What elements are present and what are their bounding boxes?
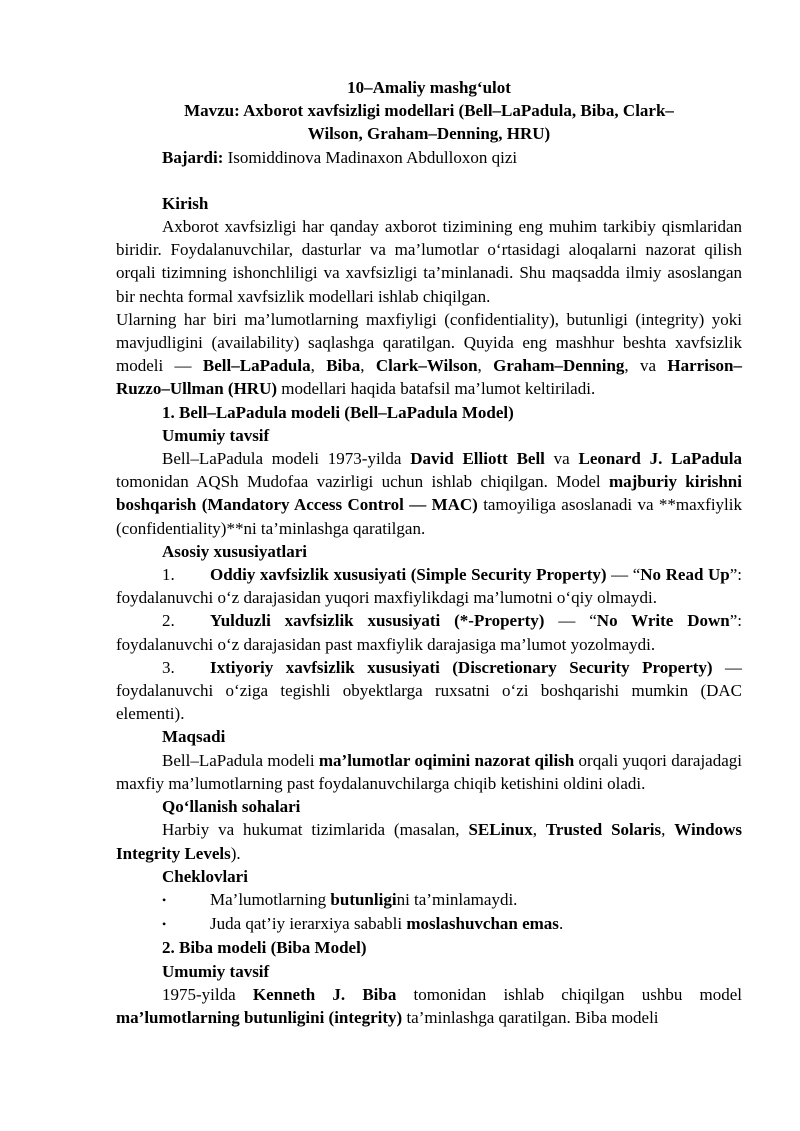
model-name: Harrison–Ruzzo–Ullman (HRU) [116, 356, 743, 399]
term-bold: moslashuvchan emas [406, 914, 559, 934]
section-heading-blp: 1. Bell–LaPadula modeli (Bell–LaPadula Model) [162, 402, 514, 422]
text: Bell–LaPadula modeli [162, 750, 319, 770]
author-name-bold: Kenneth J. Biba [252, 984, 397, 1004]
property-item [116, 656, 742, 726]
system-name: Trusted Solaris [545, 820, 662, 840]
list-item [116, 888, 742, 912]
text: ta’minlashga qaratilgan. Biba modeli [402, 1007, 659, 1027]
separator: , va [624, 356, 668, 376]
term-bold: ma’lumotlarning butunligini (integrity) [116, 1007, 403, 1027]
text: — “ [544, 611, 597, 631]
property-name: Oddiy xavfsizlik xususiyati (Simple Security Property) [210, 565, 607, 585]
biba-overview-paragraph [116, 983, 742, 1029]
intro-heading: Kirish [162, 193, 209, 213]
list-number: 2. [162, 611, 175, 631]
separator: , [532, 820, 546, 840]
document-topic-line-2: Wilson, Graham–Denning, HRU) [307, 124, 551, 144]
separator: , [360, 356, 376, 376]
blp-overview-paragraph [116, 447, 742, 540]
property-key: No Write Down [596, 611, 730, 631]
system-name: SELinux [468, 820, 533, 840]
term-bold: ma’lumotlar oqimini nazorat qilish [318, 750, 575, 770]
text: ”: foydalanuvchi o‘z darajasidan yuqori maxfiylikdagi ma’lumotni o‘qiy olmaydi. [116, 565, 742, 608]
separator: , [310, 356, 327, 376]
author-name-bold: David Elliott Bell [410, 449, 545, 469]
intro-paragraph-2 [116, 308, 742, 401]
text: Bell–LaPadula modeli 1973-yilda [162, 449, 411, 469]
section-heading-biba: 2. Biba modeli (Biba Model) [162, 938, 367, 958]
text: Harbiy va hukumat tizimlarida (masalan, [162, 820, 469, 840]
subheading-overview: Umumiy tavsif [162, 961, 270, 981]
goal-paragraph [116, 749, 742, 795]
property-item [116, 563, 742, 609]
list-number: 1. [162, 565, 175, 585]
text: tamoyiliga asoslanadi va **maxfiylik (confidentiality)**ni ta’minlashga qaratilgan. [116, 495, 742, 538]
text: Ma’lumotlarning [210, 889, 331, 909]
text: ”: foydalanuvchi o‘z darajasidan past maxfiylik darajasiga ma’lumot yozolmaydi. [116, 611, 742, 654]
text: orqali yuqori darajadagi maxfiy ma’lumotlarning past foydalanuvchilarga chiqib ketishini oldini oladi. [116, 750, 742, 793]
text: ni ta’minlamaydi. [396, 889, 518, 909]
subheading-overview: Umumiy tavsif [162, 425, 270, 445]
subheading-goal: Maqsadi [162, 727, 226, 747]
subheading-limitations: Cheklovlari [162, 866, 248, 886]
model-name: Bell–LaPadula [202, 356, 311, 376]
text: foydalanuvchi o‘ziga tegishli obyektlarga ruxsatni o‘zi boshqarishi mumkin (DAC elementi). [116, 681, 742, 724]
intro-paragraph-1: Axborot xavfsizligi har qanday axborot tizimining eng muhim tarkibiy qismlaridan biridir. Foydalanuvchilar, dasturlar va ma’lumotlar o‘rtasidagi aloqalarni nazorat qilish orqali tizimning ishonchliligi va xavfsizligi ta’minlanadi. Shu maqsadda ilmiy asoslangan bir nechta formal xavfsizlik modellari ishlab chiqilgan. [116, 217, 742, 306]
author-label: Bajardi: [162, 147, 224, 167]
model-name: Clark–Wilson [375, 356, 478, 376]
author-line [116, 146, 742, 169]
model-name: Biba [326, 356, 361, 376]
property-name: Ixtiyoriy xavfsizlik xususiyati (Discretionary Security Property) [210, 657, 713, 677]
text: — [712, 657, 742, 677]
intro-text: modellari haqida batafsil ma’lumot keltiriladi. [277, 379, 596, 399]
intro-text: Ularning har biri ma’lumotlarning maxfiyligi (confidentiality), butunligi (integrity) yoki mavjudligini (availability) saqlashga qaratilgan. Quyida eng mashhur beshta xavfsizlik modeli — [116, 309, 742, 376]
property-key: No Read Up [640, 565, 730, 585]
model-name: Graham–Denning [493, 356, 625, 376]
document-topic-line-1: Mavzu: Axborot xavfsizligi modellari (Bell–LaPadula, Biba, Clark– [184, 101, 674, 121]
text: tomonidan AQSh Mudofaa vazirligi uchun ishlab chiqilgan. Model [116, 472, 609, 492]
property-name: Yulduzli xavfsizlik xususiyati (*-Property) [210, 611, 545, 631]
text: 1975-yilda [162, 984, 253, 1004]
text: va [544, 449, 579, 469]
subheading-applications: Qo‘llanish sohalari [162, 797, 301, 817]
term-bold: butunligi [330, 889, 397, 909]
document-title: 10–Amaliy mashg‘ulot [347, 78, 511, 97]
applications-paragraph [116, 818, 742, 864]
text: tomonidan ishlab chiqilgan ushbu model [396, 984, 743, 1004]
term-bold: majburiy kirishni boshqarish (Mandatory Access Control — MAC) [116, 472, 742, 515]
bullet-icon: • [162, 892, 167, 907]
system-name: Windows Integrity Levels [116, 820, 743, 863]
spacer [116, 169, 742, 192]
list-item [116, 912, 742, 936]
separator: , [477, 356, 494, 376]
document-page [116, 76, 742, 1029]
separator: , [661, 820, 675, 840]
text: Juda qat’iy ierarxiya sababli [210, 914, 407, 934]
author-name: Isomiddinova Madinaxon Abdulloxon qizi [223, 147, 518, 167]
text: . [558, 914, 564, 934]
list-number: 3. [162, 657, 175, 677]
text: ). [230, 843, 241, 863]
author-name-bold: Leonard J. LaPadula [578, 449, 743, 469]
property-item [116, 609, 742, 655]
subheading-properties: Asosiy xususiyatlari [162, 541, 307, 561]
bullet-icon: • [162, 917, 167, 932]
text: — “ [606, 565, 641, 585]
